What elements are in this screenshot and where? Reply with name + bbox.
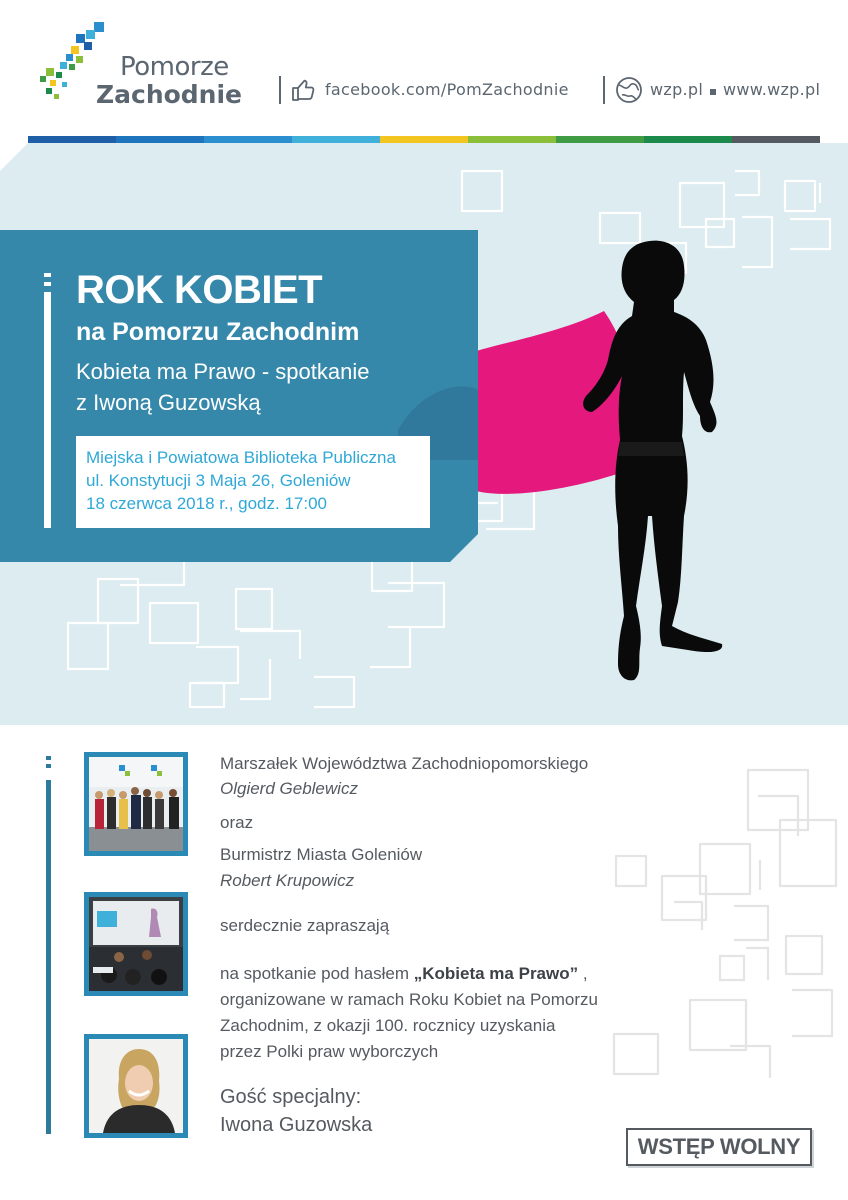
meeting-slogan: „Kobieta ma Prawo” bbox=[413, 964, 579, 983]
decorative-squares bbox=[610, 760, 848, 1080]
hero-event-title bbox=[76, 356, 436, 418]
hero-event-line2: z Iwoną Guzowską bbox=[76, 390, 261, 415]
meeting-suffix: , bbox=[578, 964, 588, 983]
hero-vertical-bar bbox=[44, 292, 51, 528]
photo-group-women bbox=[84, 752, 188, 856]
photo-iwona-guzowska bbox=[84, 1034, 188, 1138]
stripe-segment bbox=[116, 136, 204, 143]
hero-event-line1: Kobieta ma Prawo - spotkanie bbox=[76, 359, 370, 384]
header-separator bbox=[603, 76, 605, 104]
globe-icon bbox=[614, 75, 644, 105]
hero-dot bbox=[44, 273, 51, 277]
stripe-segment bbox=[468, 136, 556, 143]
description-line3: Zachodnim, z okazji 100. rocznicy uzyskania bbox=[220, 1016, 556, 1035]
venue-text: Miejska i Powiatowa Biblioteka Publiczna bbox=[86, 448, 396, 467]
stripe-segment bbox=[644, 136, 732, 143]
stripe-segment bbox=[292, 136, 380, 143]
color-stripe bbox=[28, 136, 820, 143]
meeting-line1 bbox=[220, 964, 588, 984]
stripe-segment bbox=[28, 136, 116, 143]
section-dot bbox=[46, 756, 51, 760]
wzp-long-link[interactable]: www.wzp.pl bbox=[723, 80, 821, 99]
description-line4: przez Polki praw wyborczych bbox=[220, 1042, 439, 1061]
facebook-link[interactable]: facebook.com/PomZachodnie bbox=[325, 80, 569, 99]
host1-title: Marszałek Województwa Zachodniopomorskiego bbox=[220, 754, 589, 773]
stripe-segment bbox=[556, 136, 644, 143]
bullet-square bbox=[710, 89, 716, 95]
invite-text: serdecznie zapraszają bbox=[220, 916, 390, 935]
logo-text-pomorze: Pomorze bbox=[120, 52, 229, 82]
section-dot bbox=[46, 764, 51, 768]
datetime-text: 18 czerwca 2018 r., godz. 17:00 bbox=[86, 494, 327, 513]
photo-meeting-audience bbox=[84, 892, 188, 996]
section-vertical-bar bbox=[46, 780, 51, 1134]
hero-subtitle: na Pomorzu Zachodnim bbox=[76, 318, 360, 346]
stripe-segment bbox=[732, 136, 820, 143]
guest-name: Iwona Guzowska bbox=[220, 1114, 373, 1136]
hero-event-info-box bbox=[76, 436, 430, 528]
host1-name: Olgierd Geblewicz bbox=[220, 779, 358, 798]
hero-title: ROK KOBIET bbox=[76, 268, 323, 312]
logo-text-zachodnie: Zachodnie bbox=[96, 80, 243, 109]
woman-silhouette bbox=[560, 236, 740, 686]
address-text: ul. Konstytucji 3 Maja 26, Goleniów bbox=[86, 471, 351, 490]
guest-heading: Gość specjalny: bbox=[220, 1086, 362, 1108]
and-text: oraz bbox=[220, 813, 254, 832]
wzp-short-link[interactable]: wzp.pl bbox=[650, 80, 704, 99]
thumbs-up-icon bbox=[290, 77, 316, 103]
free-entry-badge: WSTĘP WOLNY bbox=[626, 1128, 812, 1166]
meeting-prefix: na spotkanie pod hasłem bbox=[220, 964, 414, 983]
host2-name: Robert Krupowicz bbox=[220, 871, 355, 890]
hero-dot bbox=[44, 282, 51, 286]
stripe-segment bbox=[380, 136, 468, 143]
host2-title: Burmistrz Miasta Goleniów bbox=[220, 845, 423, 864]
description-line2: organizowane w ramach Roku Kobiet na Pomorzu bbox=[220, 990, 598, 1009]
header-separator bbox=[279, 76, 281, 104]
stripe-segment bbox=[204, 136, 292, 143]
